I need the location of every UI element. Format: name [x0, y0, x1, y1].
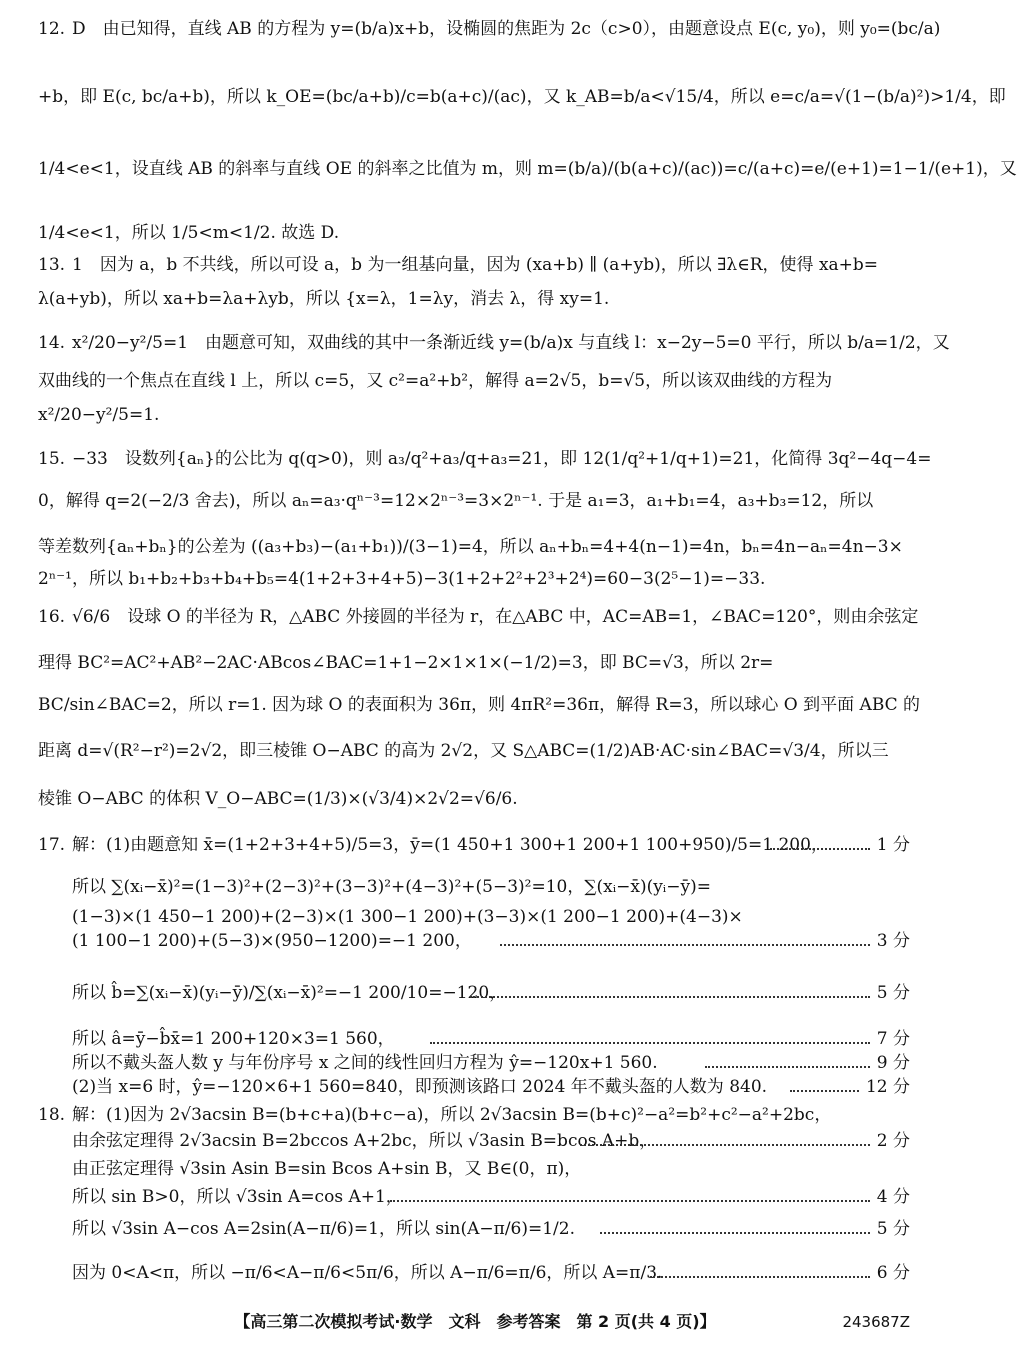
- answer-text: 0，解得 q=2(−2/3 舍去)，所以 aₙ=a₃·qⁿ⁻³=12×2ⁿ⁻³=3×2ⁿ⁻¹. 于是 a₁=3，a₁+b₁=4，a₃+b₃=12，所以: [38, 491, 874, 511]
- answer-text: 理得 BC²=AC²+AB²−2AC·ABcos∠BAC=1+1−2×1×1×(−1/2)=3，即 BC=√3，所以 2r=: [38, 653, 774, 673]
- answer-line: [38, 568, 910, 590]
- answer-line: [72, 1130, 910, 1152]
- footer-code: 243687Z: [842, 1313, 910, 1331]
- answer-text: 等差数列{aₙ+bₙ}的公差为 ((a₃+b₃)−(a₁+b₁))/(3−1)=4，所以 aₙ+bₙ=4+4(n−1)=4n，bₙ=4n−aₙ=4n−3×: [38, 537, 903, 557]
- answer-line: [38, 404, 910, 426]
- answer-line: [38, 1104, 910, 1126]
- answer-text: 所以 sin B>0，所以 √3sin A=cos A+1，: [72, 1187, 403, 1207]
- score-leader-dots: [770, 848, 870, 850]
- answer-text: 棱锥 O−ABC 的体积 V_O−ABC=(1/3)×(√3/4)×2√2=√6/6.: [38, 789, 518, 809]
- answer-text: x²/20−y²/5=1 由题意可知，双曲线的其中一条渐近线 y=(b/a)x 与直线 l：x−2y−5=0 平行，所以 b/a=1/2，又: [72, 333, 950, 353]
- answer-text: −33 设数列{aₙ}的公比为 q(q>0)，则 a₃/q²+a₃/q+a₃=21，即 12(1/q²+1/q+1)=21，化简得 3q²−4q−4=: [72, 449, 932, 469]
- score-leader-dots: [470, 996, 870, 998]
- answer-line: [72, 1052, 910, 1074]
- score-label: 5 分: [871, 1218, 910, 1240]
- answer-line: [72, 1028, 910, 1050]
- answer-line: [38, 370, 910, 392]
- answer-line: [72, 1076, 910, 1098]
- question-number: 16.: [38, 607, 66, 627]
- answer-text: 所以 ∑(xᵢ−x̄)²=(1−3)²+(2−3)²+(3−3)²+(4−3)²+(5−3)²=10，∑(xᵢ−x̄)(yᵢ−ȳ)=: [72, 877, 711, 897]
- answer-text: 由余弦定理得 2√3acsin B=2bccos A+2bc，所以 √3asin B=bcos A+b，: [72, 1131, 657, 1151]
- answer-line: [38, 222, 910, 244]
- score-label: 12 分: [860, 1076, 910, 1098]
- answer-line: [38, 254, 910, 276]
- answer-text: 1 因为 a，b 不共线，所以可设 a，b 为一组基向量，因为 (xa+b) ∥ (a+yb)，所以 ∃λ∈R，使得 xa+b=: [72, 255, 879, 275]
- score-leader-dots: [650, 1276, 870, 1278]
- score-label: 9 分: [871, 1052, 910, 1074]
- score-leader-dots: [500, 944, 870, 946]
- answer-line: [38, 834, 910, 856]
- answer-text: 解：(1)由题意知 x̄=(1+2+3+4+5)/5=3，ȳ=(1 450+1 300+1 200+1 100+950)/5=1 200，: [72, 835, 828, 855]
- answer-text: (2)当 x=6 时，ŷ=−120×6+1 560=840，即预测该路口 2024 年不戴头盔的人数为 840.: [72, 1077, 768, 1097]
- answer-text: 所以 b̂=∑(xᵢ−x̄)(yᵢ−ȳ)/∑(xᵢ−x̄)²=−1 200/10=−120，: [72, 983, 507, 1003]
- answer-text: D 由已知得，直线 AB 的方程为 y=(b/a)x+b，设椭圆的焦距为 2c（c>0），由题意设点 E(c, y₀)，则 y₀=(bc/a): [72, 19, 941, 39]
- answer-text: 双曲线的一个焦点在直线 l 上，所以 c=5，又 c²=a²+b²，解得 a=2√5，b=√5，所以该双曲线的方程为: [38, 371, 833, 391]
- answer-line: [38, 740, 910, 762]
- answer-line: [72, 1186, 910, 1208]
- answer-line: [72, 906, 910, 928]
- answer-text: λ(a+yb)，所以 xa+b=λa+λyb，所以 {x=λ，1=λy，消去 λ，得 xy=1.: [38, 289, 610, 309]
- question-number: 12.: [38, 19, 66, 39]
- answer-line: [38, 332, 950, 354]
- question-number: 18.: [38, 1105, 66, 1125]
- score-leader-dots: [705, 1066, 870, 1068]
- score-leader-dots: [430, 1042, 870, 1044]
- score-leader-dots: [790, 1090, 870, 1092]
- answer-line: [72, 876, 910, 898]
- answer-line: [38, 788, 910, 810]
- answer-text: 1/4<e<1，设直线 AB 的斜率与直线 OE 的斜率之比值为 m，则 m=(b/a)/(b(a+c)/(ac))=c/(a+c)=e/(e+1)=1−1/(e+1)，又: [38, 159, 1017, 179]
- answer-text: 因为 0<A<π，所以 −π/6<A−π/6<5π/6，所以 A−π/6=π/6，所以 A=π/3.: [72, 1263, 663, 1283]
- answer-text: x²/20−y²/5=1.: [38, 405, 160, 425]
- answer-text: +b，即 E(c, bc/a+b)，所以 k_OE=(bc/a+b)/c=b(a+c)/(ac)，又 k_AB=b/a<√15/4，所以 e=c/a=√(1−(b/a)²)>1/4，即: [38, 87, 1006, 107]
- score-label: 1 分: [871, 834, 910, 856]
- answer-text: 距离 d=√(R²−r²)=2√2，即三棱锥 O−ABC 的高为 2√2，又 S△ABC=(1/2)AB·AC·sin∠BAC=√3/4，所以三: [38, 741, 889, 761]
- answer-line: [38, 606, 919, 628]
- answer-text: 所以 √3sin A−cos A=2sin(A−π/6)=1，所以 sin(A−π/6)=1/2.: [72, 1219, 576, 1239]
- answer-line: [38, 18, 941, 40]
- answer-line: [72, 930, 910, 952]
- footer-title: 【高三第二次模拟考试·数学 文科 参考答案 第 2 页(共 4 页)】: [234, 1312, 716, 1331]
- answer-text: (1 100−1 200)+(5−3)×(950−1200)=−1 200，: [72, 931, 472, 951]
- answer-line: [38, 694, 921, 716]
- question-number: 13.: [38, 255, 66, 275]
- question-number: 15.: [38, 449, 66, 469]
- score-label: 5 分: [871, 982, 910, 1004]
- answer-text: √6/6 设球 O 的半径为 R，△ABC 外接圆的半径为 r，在△ABC 中，AC=AB=1，∠BAC=120°，则由余弦定: [72, 607, 919, 627]
- score-leader-dots: [390, 1200, 870, 1202]
- answer-text: 所以 â=ȳ−b̂x̄=1 200+120×3=1 560，: [72, 1029, 395, 1049]
- answer-line: [72, 982, 910, 1004]
- score-label: 7 分: [871, 1028, 910, 1050]
- answer-text: (1−3)×(1 450−1 200)+(2−3)×(1 300−1 200)+(3−3)×(1 200−1 200)+(4−3)×: [72, 907, 743, 927]
- score-leader-dots: [580, 1144, 870, 1146]
- answer-line: [38, 448, 932, 470]
- answer-text: 所以不戴头盔人数 y 与年份序号 x 之间的线性回归方程为 ŷ=−120x+1 560.: [72, 1053, 658, 1073]
- answer-text: BC/sin∠BAC=2，所以 r=1. 因为球 O 的表面积为 36π，则 4πR²=36π，解得 R=3，所以球心 O 到平面 ABC 的: [38, 695, 921, 715]
- answer-text: 由正弦定理得 √3sin Asin B=sin Bcos A+sin B，又 B∈(0，π)，: [72, 1159, 582, 1179]
- score-label: 6 分: [871, 1262, 910, 1284]
- answer-text: 解：(1)因为 2√3acsin B=(b+c+a)(b+c−a)，所以 2√3acsin B=(b+c)²−a²=b²+c²−a²+2bc，: [72, 1105, 832, 1125]
- answer-line: [72, 1158, 910, 1180]
- answer-line: [38, 652, 910, 674]
- answer-line: [72, 1218, 910, 1240]
- score-label: 4 分: [871, 1186, 910, 1208]
- question-number: 17.: [38, 835, 66, 855]
- answer-text: 1/4<e<1，所以 1/5<m<1/2. 故选 D.: [38, 223, 340, 243]
- question-number: 14.: [38, 333, 66, 353]
- score-label: 2 分: [871, 1130, 910, 1152]
- answer-line: [72, 1262, 910, 1284]
- score-label: 3 分: [871, 930, 910, 952]
- answer-text: 2ⁿ⁻¹，所以 b₁+b₂+b₃+b₄+b₅=4(1+2+3+4+5)−3(1+2+2²+2³+2⁴)=60−3(2⁵−1)=−33.: [38, 569, 766, 589]
- answer-line: [38, 490, 910, 512]
- score-leader-dots: [600, 1232, 870, 1234]
- answer-line: [38, 288, 910, 310]
- answer-line: [38, 158, 1017, 180]
- answer-line: [38, 86, 1006, 108]
- answer-line: [38, 536, 910, 558]
